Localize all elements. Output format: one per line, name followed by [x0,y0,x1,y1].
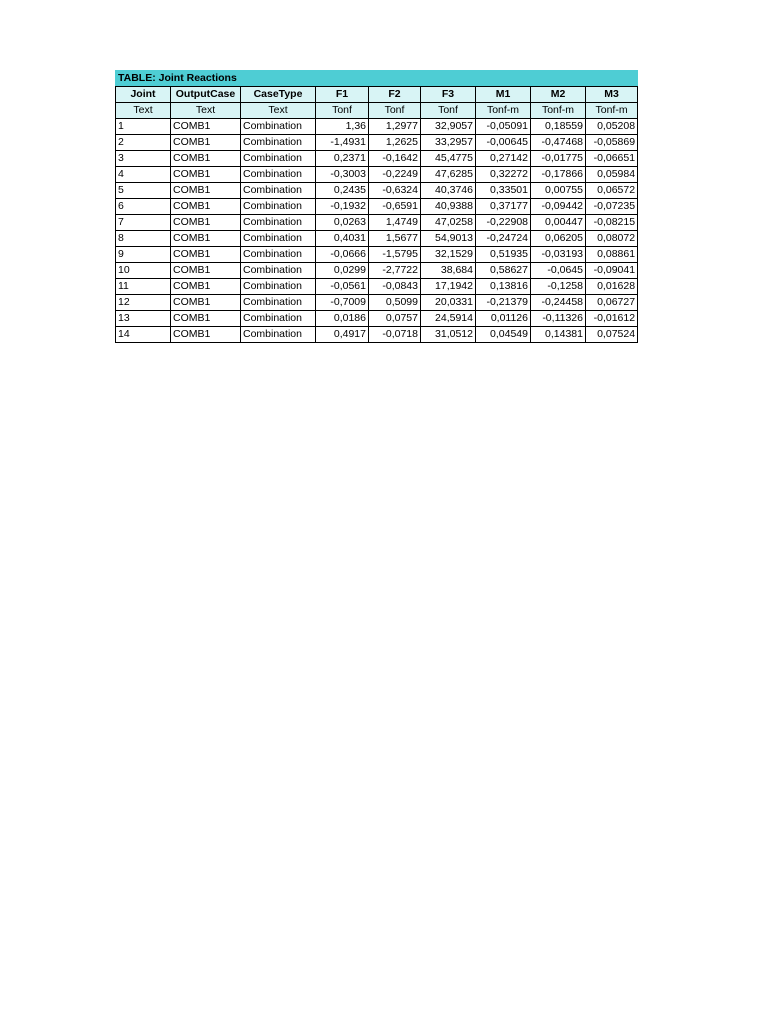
cell-case-type: Combination [241,247,316,263]
table-row [116,215,638,231]
cell-case-type: Combination [241,295,316,311]
unit-joint: Text [116,103,171,119]
cell-f1: 0,0299 [316,263,369,279]
cell-m3: 0,06727 [586,295,638,311]
cell-m1: 0,27142 [476,151,531,167]
cell-m3: -0,05869 [586,135,638,151]
cell-f2: 1,5677 [369,231,421,247]
cell-m2: 0,00755 [531,183,586,199]
cell-m2: -0,47468 [531,135,586,151]
cell-f1: -0,3003 [316,167,369,183]
cell-case-type: Combination [241,199,316,215]
cell-f3: 47,6285 [421,167,476,183]
cell-f1: -1,4931 [316,135,369,151]
cell-joint: 6 [116,199,171,215]
cell-m2: -0,01775 [531,151,586,167]
cell-m2: -0,11326 [531,311,586,327]
cell-f2: -0,0718 [369,327,421,343]
cell-f1: -0,7009 [316,295,369,311]
cell-m3: 0,05208 [586,119,638,135]
cell-joint: 3 [116,151,171,167]
cell-f3: 47,0258 [421,215,476,231]
cell-f1: -0,1932 [316,199,369,215]
cell-output-case: COMB1 [171,215,241,231]
cell-case-type: Combination [241,263,316,279]
column-header-row [116,87,638,103]
cell-output-case: COMB1 [171,231,241,247]
cell-f3: 40,9388 [421,199,476,215]
cell-f3: 20,0331 [421,295,476,311]
cell-m1: 0,13816 [476,279,531,295]
cell-m3: -0,09041 [586,263,638,279]
cell-f1: 0,4917 [316,327,369,343]
cell-m3: -0,08215 [586,215,638,231]
cell-output-case: COMB1 [171,135,241,151]
cell-m3: -0,06651 [586,151,638,167]
cell-f1: -0,0666 [316,247,369,263]
cell-case-type: Combination [241,327,316,343]
cell-joint: 8 [116,231,171,247]
cell-m1: -0,24724 [476,231,531,247]
cell-f1: 1,36 [316,119,369,135]
cell-m1: 0,51935 [476,247,531,263]
table-row [116,135,638,151]
cell-m2: -0,03193 [531,247,586,263]
cell-f2: -0,1642 [369,151,421,167]
cell-output-case: COMB1 [171,327,241,343]
column-header-m3: M3 [586,87,638,103]
cell-joint: 11 [116,279,171,295]
cell-m3: 0,07524 [586,327,638,343]
cell-m3: 0,05984 [586,167,638,183]
cell-f1: 0,4031 [316,231,369,247]
cell-m2: 0,06205 [531,231,586,247]
cell-joint: 7 [116,215,171,231]
cell-m2: -0,24458 [531,295,586,311]
table-row [116,279,638,295]
cell-m1: -0,00645 [476,135,531,151]
cell-m2: -0,17866 [531,167,586,183]
cell-m3: 0,01628 [586,279,638,295]
column-header-m1: M1 [476,87,531,103]
cell-joint: 4 [116,167,171,183]
cell-f2: -0,6591 [369,199,421,215]
table-row [116,247,638,263]
cell-joint: 10 [116,263,171,279]
cell-case-type: Combination [241,279,316,295]
cell-output-case: COMB1 [171,279,241,295]
column-header-f2: F2 [369,87,421,103]
column-header-f3: F3 [421,87,476,103]
column-header-m2: M2 [531,87,586,103]
cell-output-case: COMB1 [171,151,241,167]
unit-m3: Tonf-m [586,103,638,119]
cell-f3: 24,5914 [421,311,476,327]
cell-f1: 0,0263 [316,215,369,231]
cell-joint: 12 [116,295,171,311]
unit-f2: Tonf [369,103,421,119]
cell-m2: -0,1258 [531,279,586,295]
cell-f2: 1,4749 [369,215,421,231]
cell-f2: 1,2625 [369,135,421,151]
unit-m1: Tonf-m [476,103,531,119]
table-body [116,119,638,343]
cell-f3: 38,684 [421,263,476,279]
cell-case-type: Combination [241,215,316,231]
table-row [116,231,638,247]
cell-m3: 0,06572 [586,183,638,199]
table-row [116,199,638,215]
cell-m1: -0,21379 [476,295,531,311]
table-row [116,167,638,183]
column-header-case-type: CaseType [241,87,316,103]
cell-f2: -0,6324 [369,183,421,199]
cell-m2: 0,00447 [531,215,586,231]
cell-f3: 40,3746 [421,183,476,199]
cell-joint: 5 [116,183,171,199]
cell-m2: 0,14381 [531,327,586,343]
joint-reactions-sheet [115,70,637,343]
table-row [116,295,638,311]
cell-output-case: COMB1 [171,311,241,327]
cell-f3: 17,1942 [421,279,476,295]
cell-m2: 0,18559 [531,119,586,135]
cell-f2: 0,0757 [369,311,421,327]
table-row [116,327,638,343]
cell-f1: -0,0561 [316,279,369,295]
cell-f3: 45,4775 [421,151,476,167]
cell-f2: 0,5099 [369,295,421,311]
cell-joint: 1 [116,119,171,135]
cell-f2: -0,0843 [369,279,421,295]
cell-m3: -0,07235 [586,199,638,215]
cell-joint: 14 [116,327,171,343]
table-row [116,119,638,135]
cell-f3: 31,0512 [421,327,476,343]
cell-f2: -2,7722 [369,263,421,279]
cell-joint: 2 [116,135,171,151]
table-row [116,183,638,199]
cell-m3: 0,08861 [586,247,638,263]
cell-m1: 0,01126 [476,311,531,327]
cell-case-type: Combination [241,311,316,327]
cell-f2: -1,5795 [369,247,421,263]
table-row [116,151,638,167]
cell-f1: 0,0186 [316,311,369,327]
cell-case-type: Combination [241,183,316,199]
cell-m1: 0,33501 [476,183,531,199]
cell-f1: 0,2435 [316,183,369,199]
cell-output-case: COMB1 [171,199,241,215]
cell-m2: -0,09442 [531,199,586,215]
cell-f1: 0,2371 [316,151,369,167]
unit-f1: Tonf [316,103,369,119]
unit-f3: Tonf [421,103,476,119]
cell-m1: 0,32272 [476,167,531,183]
cell-f2: 1,2977 [369,119,421,135]
cell-case-type: Combination [241,167,316,183]
units-row [116,103,638,119]
cell-case-type: Combination [241,231,316,247]
cell-f2: -0,2249 [369,167,421,183]
cell-m2: -0,0645 [531,263,586,279]
cell-case-type: Combination [241,135,316,151]
cell-f3: 33,2957 [421,135,476,151]
cell-f3: 54,9013 [421,231,476,247]
cell-m1: 0,37177 [476,199,531,215]
cell-f3: 32,1529 [421,247,476,263]
cell-m3: -0,01612 [586,311,638,327]
column-header-output-case: OutputCase [171,87,241,103]
cell-output-case: COMB1 [171,183,241,199]
cell-output-case: COMB1 [171,263,241,279]
cell-output-case: COMB1 [171,119,241,135]
cell-m3: 0,08072 [586,231,638,247]
table-row [116,311,638,327]
table-title: TABLE: Joint Reactions [116,71,638,87]
cell-m1: 0,58627 [476,263,531,279]
unit-m2: Tonf-m [531,103,586,119]
cell-joint: 13 [116,311,171,327]
table-row [116,263,638,279]
column-header-f1: F1 [316,87,369,103]
unit-case-type: Text [241,103,316,119]
cell-output-case: COMB1 [171,167,241,183]
cell-f3: 32,9057 [421,119,476,135]
cell-output-case: COMB1 [171,247,241,263]
cell-m1: 0,04549 [476,327,531,343]
cell-m1: -0,05091 [476,119,531,135]
unit-output-case: Text [171,103,241,119]
cell-output-case: COMB1 [171,295,241,311]
cell-joint: 9 [116,247,171,263]
cell-m1: -0,22908 [476,215,531,231]
joint-reactions-table [115,70,638,343]
cell-case-type: Combination [241,151,316,167]
column-header-joint: Joint [116,87,171,103]
cell-case-type: Combination [241,119,316,135]
